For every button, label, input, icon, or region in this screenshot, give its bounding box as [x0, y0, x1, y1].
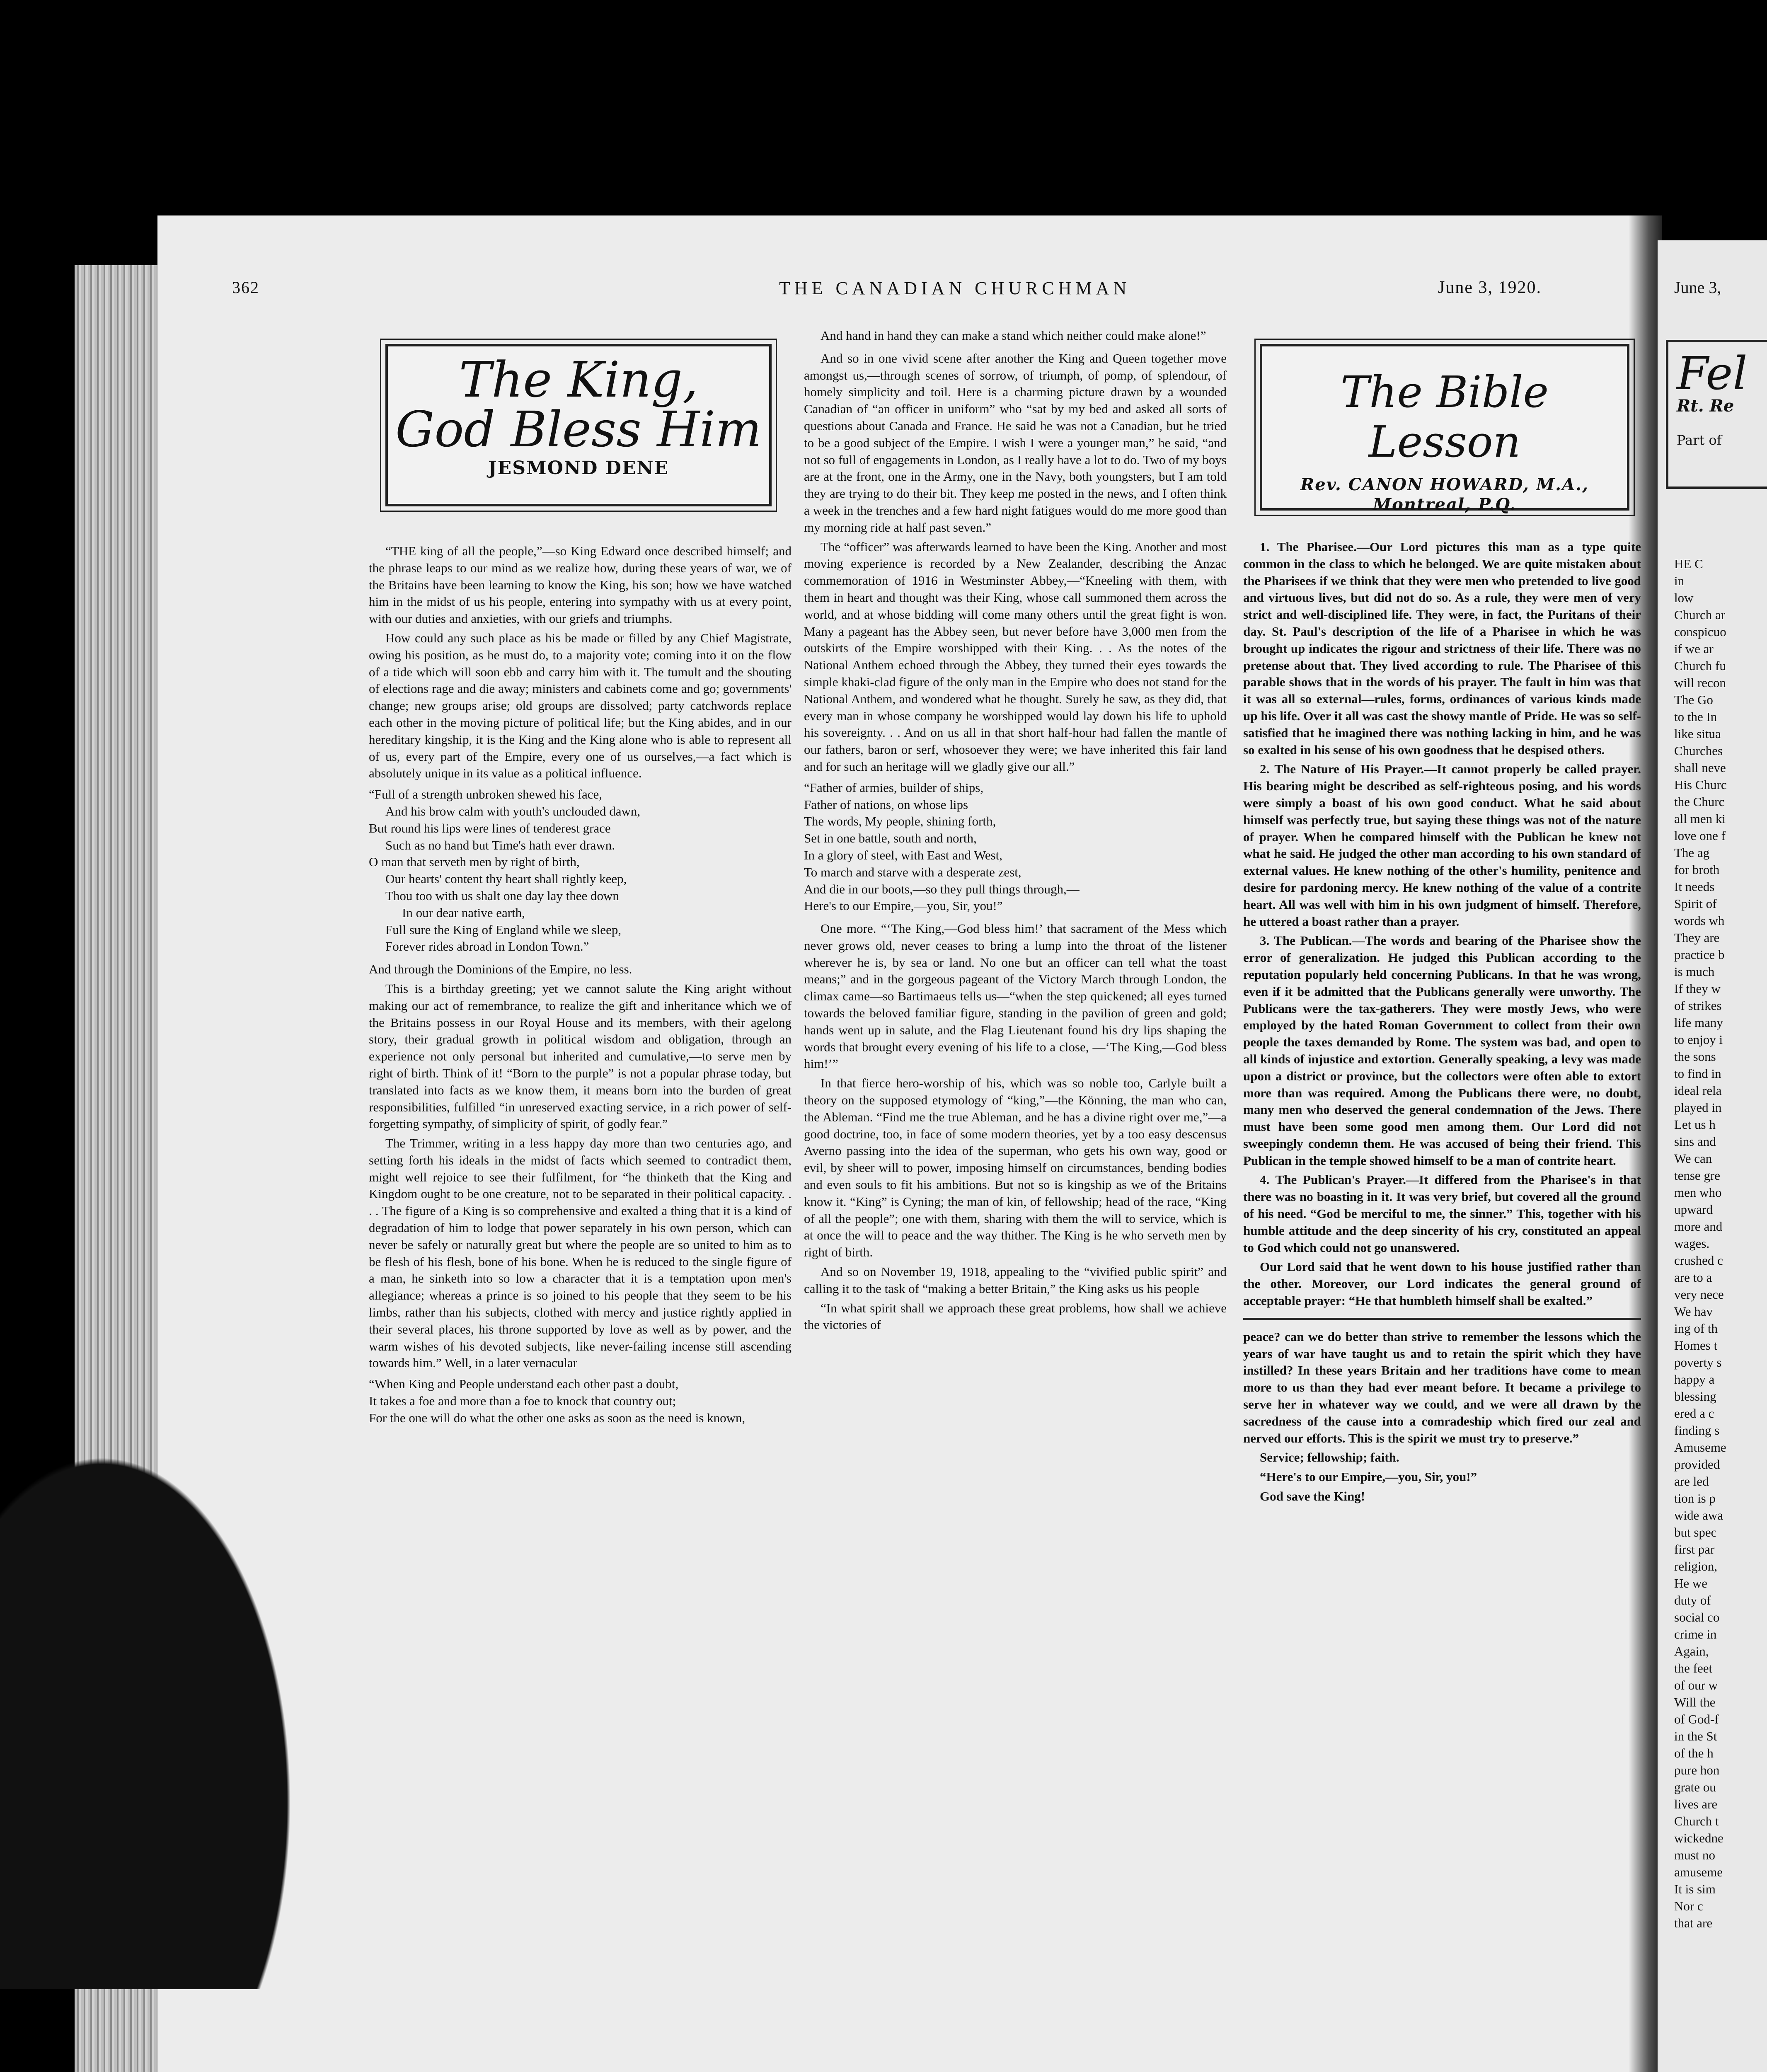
verse-line: “Full of a strength unbroken shewed his face, — [369, 787, 603, 802]
column-3 — [1243, 539, 1641, 1508]
facing-page-line: sins and — [1674, 1134, 1716, 1149]
facing-page-line: lives are — [1674, 1797, 1718, 1811]
facing-page-line: happy a — [1674, 1372, 1715, 1387]
king-article-author: JESMOND DENE — [488, 457, 669, 479]
facing-page-title-box — [1666, 340, 1767, 489]
facing-page-line: duty of — [1674, 1593, 1711, 1607]
paragraph: And so on November 19, 1918, appealing to the “vivified public spirit” and calling it to the task of “making a better Britain,” the King asks us his people — [804, 1264, 1227, 1296]
facing-page-line: of our w — [1674, 1678, 1718, 1692]
king-article-title-line2: God Bless Him — [395, 401, 762, 458]
facing-page-line: more and — [1674, 1219, 1723, 1234]
verse-line: Forever rides abroad in London Town.” — [385, 939, 589, 954]
verse-line: Set in one battle, south and north, — [804, 831, 977, 846]
facing-page-line: He we — [1674, 1576, 1708, 1590]
facing-page-line: social co — [1674, 1610, 1720, 1624]
verse-line: And his brow calm with youth's unclouded dawn, — [385, 804, 641, 818]
verse-3 — [804, 779, 1227, 915]
verse-line: Thou too with us shalt one day lay thee down — [385, 888, 619, 903]
verse-line: Our hearts' content thy heart shall rightly keep, — [385, 871, 627, 886]
facing-page-line: Churches — [1674, 743, 1723, 758]
facing-page-line: amuseme — [1674, 1865, 1723, 1879]
facing-page-line: Homes t — [1674, 1338, 1718, 1353]
facing-page-line: very nece — [1674, 1287, 1724, 1302]
masthead: THE CANADIAN CHURCHMAN — [779, 278, 1131, 298]
paragraph: 1. The Pharisee.—Our Lord pictures this man as a type quite common in the class to which he belonged. We are quite mistaken about the Pharisees if we think that they were men who pretended to live good and virtuous lives, but did not do so. As a rule, they were men of very strict and well-disciplined life. They were, in fact, the Puritans of their day. St. Paul's description of the life of a Pharisee in which he was brought up indicates the rigour and strictness of their life. There was no pretense about that. They lived according to rule. The Pharisee of this parable shows that in the words of his prayer. The fault in him was that it was all so external—rules, forms, ordinances of various kinds made up his life. Over it all was cast the showy mantle of Pride. He was so self-satisfied that he imagined there was nothing lacking in him, and he was so exalted in his sense of his own goodness that he despised others. — [1243, 540, 1641, 757]
paragraph: The Trimmer, writing in a less happy day more than two centuries ago, and setting forth his ideals in the midst of facts which seemed to contradict them, might well rejoice to see their fulfilment, for “he thinketh that the King and Kingdom ought to be one creature, not to be separated in their political capacity. . . . The figure of a King is so comprehensive and exalted a thing that it is a kind of degradation of him to lodge that power separately in his own person, which can never be safely or naturally great but where the people are so united to him as to be flesh of his flesh, bone of his bone. When he is reduced to the single figure of a man, he sinketh into so low a character that it is a temptation upon men's allegiance; whereas a prince is so joined to his people that they seem to be his limbs, rather than his subjects, clothed with mercy and justice rightly applied in their several places, his throne supported by love as well as by power, and the warm wishes of his devoted subjects, like never-failing incense still ascending towards him.” Well, in a later vernacular — [369, 1136, 792, 1370]
facing-page-line: wickedne — [1674, 1831, 1723, 1845]
verse-line: “Father of armies, builder of ships, — [804, 780, 984, 795]
facing-page-line: Nor c — [1674, 1899, 1703, 1913]
facing-page-line: We hav — [1674, 1304, 1713, 1319]
verse-line: Such as no hand but Time's hath ever drawn. — [385, 838, 615, 852]
facing-page-line: life many — [1674, 1015, 1723, 1030]
page-number: 362 — [232, 278, 259, 297]
facing-page-text — [1674, 555, 1727, 1932]
paragraph: Our Lord said that he went down to his house justified rather than the other. Moreover, our Lord indicates the general ground of acceptable prayer: “He that humbleth himself shall be exalted.” — [1243, 1259, 1641, 1308]
facing-page-line: wages. — [1674, 1236, 1710, 1251]
verse-line: For the one will do what the other one asks as soon as the need is known, — [369, 1410, 746, 1425]
facing-page-line: It needs — [1674, 879, 1715, 894]
facing-page-line: will recon — [1674, 675, 1726, 690]
verse-line: The words, My people, shining forth, — [804, 814, 996, 829]
paragraph: How could any such place as his be made or filled by any Chief Magistrate, owing his position, as he must do, to a majority vote; coming into it on the flow of a tide which will soon ebb and carry him with it. The tumult and the shouting of elections rage and die away; ministers and cabinets come and go; governments' change; new groups arise; old groups are dissolved; party catchwords replace each other in the moving picture of political life; but the King abides, and in our hereditary kingship, it is the King and the King alone who is able to represent all of us, every part of the Empire, every one of us ourselves,—a fact which is absolutely unique in its value as a political influence. — [369, 630, 792, 781]
facing-page-line: grate ou — [1674, 1780, 1716, 1794]
facing-page-line: His Churc — [1674, 777, 1727, 792]
facing-page-line: the sons — [1674, 1049, 1716, 1064]
facing-page — [1658, 240, 1767, 2072]
facing-page-line: of strikes — [1674, 998, 1722, 1013]
bible-lesson-title-box — [1260, 344, 1629, 514]
column-1 — [369, 543, 792, 1433]
issue-date: June 3, 1920. — [1438, 278, 1542, 297]
facing-page-line: finding s — [1674, 1423, 1720, 1438]
facing-page-line: that are — [1674, 1916, 1713, 1930]
facing-page-line: all men ki — [1674, 811, 1726, 826]
paragraph: 4. The Publican's Prayer.—It differed from the Pharisee's in that there was no boasting in it. It was very brief, but covered all the ground of his need. “God be merciful to me, the sinner.” This, together with his humble attitude and the deep sincerity of his cry, constituted an appeal to God which could not go unanswered. — [1243, 1172, 1641, 1255]
facing-page-line: pure hon — [1674, 1763, 1720, 1777]
verse-line: And hand in hand they can make a stand which neither could make alone!” — [821, 328, 1206, 343]
facing-page-subtitle: Part of — [1677, 432, 1722, 448]
verse-2 — [369, 1376, 792, 1426]
facing-page-line: Again, — [1674, 1644, 1709, 1658]
facing-page-line: crushed c — [1674, 1253, 1723, 1268]
facing-page-line: blessing — [1674, 1389, 1716, 1404]
facing-page-line: like situa — [1674, 726, 1721, 741]
facing-page-line: HE C — [1674, 557, 1703, 571]
facing-page-line: for broth — [1674, 862, 1720, 877]
facing-page-line: Church fu — [1674, 658, 1726, 673]
paragraph: And through the Dominions of the Empire, no less. — [369, 962, 632, 977]
thumb-shadow — [0, 1368, 340, 1989]
facing-page-line: ered a c — [1674, 1406, 1714, 1421]
facing-page-line: We can — [1674, 1151, 1712, 1166]
facing-page-line: in — [1674, 574, 1685, 588]
facing-page-line: is much — [1674, 964, 1715, 979]
facing-page-line: Amuseme — [1674, 1440, 1726, 1455]
facing-page-line: Church t — [1674, 1814, 1719, 1828]
verse-line: To march and starve with a desperate zest, — [804, 864, 1021, 879]
facing-page-line: words wh — [1674, 913, 1725, 928]
facing-page-line: low — [1674, 591, 1694, 605]
paragraph: “THE king of all the people,”—so King Edward once described himself; and the phrase leaps to our mind as we realize how, during these years of war, we of the Britains have been learning to know the King, his son; how we have watched him in the midst of us his people, entering into sympathy with us at every point, with our duties and anxieties, with our griefs and triumphs. — [369, 544, 792, 626]
facing-page-line: If they w — [1674, 981, 1721, 996]
facing-page-line: shall neve — [1674, 760, 1726, 775]
facing-page-line: played in — [1674, 1100, 1722, 1115]
facing-page-line: conspicuo — [1674, 625, 1726, 639]
facing-page-author: Rt. Re — [1677, 396, 1734, 416]
facing-page-line: They are — [1674, 930, 1720, 945]
verse-line: O man that serveth men by right of birth, — [369, 854, 580, 869]
facing-page-date: June 3, — [1674, 278, 1721, 297]
facing-page-line: the feet — [1674, 1661, 1713, 1675]
facing-page-line: of the h — [1674, 1746, 1714, 1760]
facing-page-line: are led — [1674, 1474, 1709, 1489]
paragraph: Service; fellowship; faith. — [1260, 1450, 1399, 1465]
facing-page-line: tion is p — [1674, 1491, 1716, 1506]
facing-page-line: The ag — [1674, 845, 1710, 860]
verse-line: “When King and People understand each other past a doubt, — [369, 1377, 679, 1392]
facing-page-line: are to a — [1674, 1270, 1712, 1285]
paragraph: This is a birthday greeting; yet we cannot salute the King aright without making our act of remembrance, to realize the gift and inheritance which we of the Britains possess in our Royal House and its members, with their agelong story, their gradual growth in political wisdom and obligation, through an experience not only personal but inherited and cumulative,—to serve men by right of birth. Think of it! “Born to the purple” is not a popular phrase today, but translated into facts as we know them, it means born into the burden of great responsibilities, fulfilled “in unreserved exacting service, in a rich power of self-forgetting sympathy, of simplicity of spirit, of godly fear.” — [369, 981, 792, 1131]
bible-lesson-author: Rev. CANON HOWARD, M.A., — [1300, 475, 1589, 494]
king-article-title-box — [385, 344, 772, 506]
facing-page-line: if we ar — [1674, 641, 1714, 656]
bible-lesson-title: The Bible Lesson — [1340, 367, 1549, 467]
verse-2-continued — [804, 327, 1227, 344]
facing-page-line: to find in — [1674, 1066, 1721, 1081]
facing-page-line: Let us h — [1674, 1117, 1716, 1132]
facing-page-line: wide awa — [1674, 1508, 1723, 1523]
facing-page-line: Church ar — [1674, 608, 1726, 622]
verse-line: But round his lips were lines of tenderest grace — [369, 821, 611, 835]
facing-page-title: Fel — [1677, 347, 1748, 400]
paragraph: peace? can we do better than strive to remember the lessons which the years of war have taught us and to retain the spirit which they have instilled? In these years Britain and her traditions have come to mean more to us than they had ever meant before. It became a privilege to serve her in whatever way we could, and we were all drawn by the sacredness of the cause into a comradeship which fired our zeal and nerved our efforts. This is the spirit we must try to preserve.” — [1243, 1329, 1641, 1445]
verse-line: It takes a foe and more than a foe to knock that country out; — [369, 1394, 676, 1409]
facing-page-line: to enjoy i — [1674, 1032, 1723, 1047]
facing-page-line: but spec — [1674, 1525, 1717, 1539]
verse-1 — [369, 786, 792, 955]
paragraph: 2. The Nature of His Prayer.—It cannot properly be called prayer. His bearing might be described as self-righteous posing, and his words were simply a boast of his own good conduct. What he said about himself was perfectly true, but saying these things was not of the nature of prayer. When he compared himself with the Publican he knew not what he said. He judged the other man according to his own standard of external values. He knew nothing of the other's humility, penitence and desire for pardoning mercy. He knew nothing of the value of a contrite heart. All was well with him in his own judgment of himself. Therefore, he uttered a boast rather than a prayer. — [1243, 762, 1641, 929]
paragraph: “Here's to our Empire,—you, Sir, you!” — [1260, 1469, 1477, 1484]
facing-page-line: poverty s — [1674, 1355, 1722, 1370]
paragraph: The “officer” was afterwards learned to have been the King. Another and most moving experience is recorded by a New Zealander, describing the Anzac commemoration of 1916 in Westminster Abbey,—“Kneeling with them, with them in heart and thought was their King, whose call summoned them across the world, and at whose bidding will come many others until the great fight is won. Many a pageant has the Abbey seen, but never before have 3,000 men from the outskirts of the Empire worshipped with their King. . . As the notes of the National Anthem echoed through the Abbey, they turned their eyes towards the simple khaki-clad figure of the only man in the Empire who does not stand for the National Anthem, and wondered what he thought. Surely he saw, as they did, that every man in whose company he worshipped would lay down his life to uphold his sovereignty. . . And on us all in that short half-hour had fallen the mantle of our fathers, baron or serf, whosoever they were; we have inherited this fair land and for such an heritage will we gladly give our all.” — [804, 539, 1227, 774]
facing-page-line: It is sim — [1674, 1882, 1716, 1896]
section-divider — [1243, 1318, 1641, 1320]
paragraph: In that fierce hero-worship of his, which was so noble too, Carlyle built a theory on the supposed etymology of “king,”—the Könning, the man who can, the Ableman. “Find me the true Ableman, and he has a divine right over me,”—a good doctrine, too, in face of some modern theories, yet by a too easy descensus Averno passing into the idea of the superman, who gets his own way, good or evil, by sheer will to power, imposing himself on circumstances, bending bodies and even souls to fit his ambitions. But not so is kingship as we of the Britains know it. “King” is Cyning; the man of kin, of fellowship; head of the race, “King of all the people”; one with them, sharing with them the will to service, which is at once the will to peace and the way thither. The King is he who serveth men by right of birth. — [804, 1076, 1227, 1260]
paragraph: And so in one vivid scene after another the King and Queen together move amongst us,—through scenes of sorrow, of triumph, of pomp, of splendour, of homely simplicity and toil. Here is a charming picture drawn by a wounded Canadian of “an officer in uniform” who “sat by my bed and asked all sorts of questions about Canada and France. He said he was not a Canadian, but he tried to be a good subject of the Empire. I wish I were a younger man,” he said, “and not so full of engagements in London, as I really have a lot to do. Two of my boys are at the front, one in the Army, one in the Navy, both youngsters, but I am told they are trying to do their bit. They keep me posted in the news, and I often think a week in the trenches and a few hard night fatigues would do me more good than my morning ride at half past seven.” — [804, 351, 1227, 535]
verse-line: Full sure the King of England while we sleep, — [385, 922, 622, 937]
facing-page-line: crime in — [1674, 1627, 1717, 1641]
facing-page-line: tense gre — [1674, 1168, 1721, 1183]
verse-line: In a glory of steel, with East and West, — [804, 847, 1003, 862]
facing-page-line: religion, — [1674, 1559, 1718, 1573]
paragraph: 3. The Publican.—The words and bearing of the Pharisee show the error of generalization. He judged this Publican according to the reputation popularly held concerning Publicans. In that he was wrong, even if it be admitted that the Publicans generally were unworthy. The Publicans were the tax-gatherers. They were mostly Jews, who were employed by the hated Roman Government to collect from their own people the taxes demanded by Rome. The system was bad, and open to all kinds of injustice and extortion. Generally speaking, a levy was made upon a district or province, but the collectors were often able to extort more than was required. Among the Publicans there were, no doubt, many men who deserved the general condemnation of the Jews. There must have been some good men among them. Our Lord did not sweepingly condemn them. He was accused of being their friend. This Publican in the temple showed himself to be a man of contrite heart. — [1243, 933, 1641, 1168]
facing-page-line: The Go — [1674, 692, 1713, 707]
facing-page-line: Spirit of — [1674, 896, 1717, 911]
king-article-title-line1: The King, — [459, 351, 698, 408]
facing-page-line: love one f — [1674, 828, 1726, 843]
facing-page-line: ing of th — [1674, 1321, 1718, 1336]
facing-page-line: of God-f — [1674, 1712, 1719, 1726]
column-2 — [804, 327, 1227, 1336]
facing-page-line: to the In — [1674, 709, 1717, 724]
facing-page-line: practice b — [1674, 947, 1725, 962]
paragraph: “In what spirit shall we approach these great problems, how shall we achieve the victories of — [804, 1300, 1227, 1332]
facing-page-line: the Churc — [1674, 794, 1725, 809]
verse-line: Father of nations, on whose lips — [804, 797, 968, 812]
verse-line: And die in our boots,—so they pull things through,— — [804, 881, 1080, 896]
verse-line: In our dear native earth, — [402, 905, 525, 920]
facing-page-line: ideal rela — [1674, 1083, 1722, 1098]
facing-page-line: Will the — [1674, 1695, 1716, 1709]
facing-page-line: provided — [1674, 1457, 1720, 1472]
facing-page-line: must no — [1674, 1848, 1716, 1862]
paragraph: One more. “‘The King,—God bless him!’ that sacrament of the Mess which never grows old, never ceases to bring a lump into the throat of the listener wherever he is, by sea or land. No one but an officer can tell what the toast means;” and in the gorgeous pageant of the Victory March through London, the climax came—so Bartimaeus tells us—“when the step quickened; all eyes turned towards the beloved familiar figure, standing in the pavilion of green and gold; hands went up in salute, and the Flag Lieutenant found his dry lips shaping the words that brought every evening of his life to a close, —‘The King,—God bless him!’” — [804, 921, 1227, 1071]
paragraph: God save the King! — [1260, 1489, 1365, 1504]
facing-page-line: upward — [1674, 1202, 1713, 1217]
verse-line: Here's to our Empire,—you, Sir, you!” — [804, 898, 1003, 913]
facing-page-line: first par — [1674, 1542, 1715, 1556]
bible-lesson-location: Montreal, P.Q. — [1372, 495, 1517, 514]
facing-page-line: men who — [1674, 1185, 1722, 1200]
facing-page-line: in the St — [1674, 1729, 1717, 1743]
